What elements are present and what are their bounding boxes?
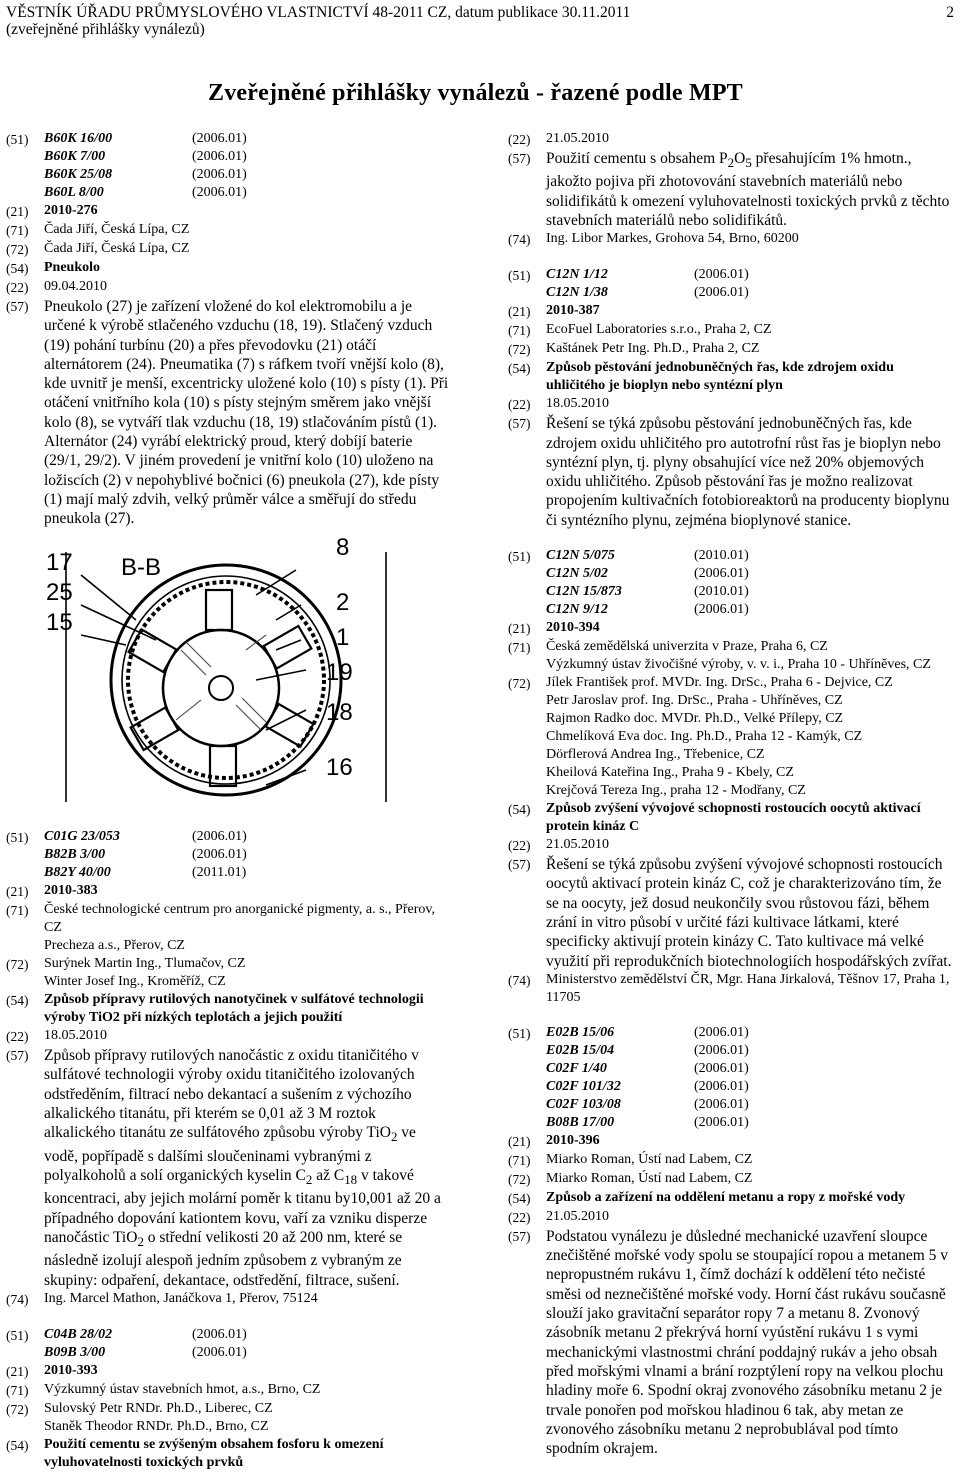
code-72: (72) <box>508 676 531 692</box>
applicant: Výzkumný ústav živočišné výroby, v. v. i., Praha 10 - Uhříněves, CZ <box>546 657 931 673</box>
inventor: Sulovský Petr RNDr. Ph.D., Liberec, CZ <box>44 1400 273 1416</box>
code-54: (54) <box>6 993 29 1008</box>
left-column <box>6 130 451 529</box>
application-number: 2010-394 <box>546 620 600 636</box>
code-54: (54) <box>6 1437 29 1453</box>
code-71: (71) <box>508 323 531 339</box>
ipc-class: B82B 3/00 <box>44 847 106 862</box>
abstract: Pneukolo (27) je zařízení vložené do kol elektromobilu a je určené k výrobě stlačeného vzduchu (18, 19). Stlačený vzduch (19) pohání turbínu (20) a přes převodovku (21) otáčí alternátorem (24). Pneumatika (7) s ráfkem tvoří vnější kolo (8), kde uvnitř je menší, excentricky uložené kolo (10) s písty (1). Při otáčení vnitřního kola (10) s písty stejným směrem jako vnější kolo (8), se vytváří tlak vzduchu (18, 19) stlačováním pístů (1). Alternátor (24) vyrábí elektrický proud, který dobíjí baterie (29/1, 29/2). V jiném provedení je vnitřní kolo (10) uloženo na ložiscích (2) v nepohyblivé bočnici (6) pneukola (27), kde písty (1) mají malý zdvih, velký průměr válce a směřují do středu pneukola (27). <box>44 298 449 528</box>
ipc-class: C12N 1/38 <box>546 285 608 301</box>
entry-2010-383 <box>6 828 451 1309</box>
inventor: Winter Josef Ing., Kroměříž, CZ <box>44 974 226 989</box>
filing-date: 21.05.2010 <box>546 131 609 146</box>
applicant: České technologické centrum pro anorganické pigmenty, a. s., Přerov, CZ <box>44 902 435 935</box>
ipc-version: (2006.01) <box>694 1060 749 1076</box>
invention-title: Pneukolo <box>44 260 101 275</box>
code-72: (72) <box>6 242 29 257</box>
code-72: (72) <box>508 1171 531 1187</box>
filing-date: 21.05.2010 <box>546 1208 609 1224</box>
ipc-version: (2006.01) <box>192 149 247 164</box>
fig-label-2: 2 <box>336 589 350 616</box>
code-71: (71) <box>6 1382 29 1398</box>
attorney: Ing. Marcel Mathon, Janáčkova 1, Přerov, 75124 <box>44 1290 318 1306</box>
abstract-part: až C <box>312 1166 345 1184</box>
abstract: Řešení se týká způsobu zvýšení vývojové schopnosti rostoucích oocytů aktivací protein kináz C, což je charakterizováno tím, že se na oocyty, jež dosud neukončily svou růstovou fázi, během zrání in vitro působí v určité fázi kultivace látkami, které specificky aktivují protein kinázy C. Tato kultivace má velké využití při reprodukčních biotechnologiích hospodářských zvířat. <box>546 856 952 970</box>
code-22: (22) <box>6 280 29 295</box>
application-number: 2010-387 <box>546 303 600 319</box>
code-21: (21) <box>508 304 531 320</box>
ipc-class: C12N 5/075 <box>546 548 615 564</box>
invention-title: Způsob zvýšení vývojové schopnosti rostoucích oocytů aktivací protein kináz C <box>546 801 921 835</box>
code-21: (21) <box>6 884 29 899</box>
code-21: (21) <box>6 204 29 219</box>
abstract-part: o střední velikosti 20 až 200 nm, které se následně izolují alespoň jedním způsobem z vybraným ze skupiny: odpaření, dekantace, odstředění, filtrace, sušení. <box>44 1228 403 1289</box>
ipc-version: (2006.01) <box>694 1042 749 1058</box>
subscript: 2 <box>390 1129 398 1145</box>
fig-label-17: 17 <box>46 549 73 576</box>
ipc-version: (2006.01) <box>192 1326 247 1342</box>
application-number: 2010-276 <box>44 203 98 218</box>
ipc-class: B60K 7/00 <box>44 149 106 164</box>
applicant: Miarko Roman, Ústí nad Labem, CZ <box>546 1151 753 1167</box>
code-74: (74) <box>6 1291 29 1307</box>
applicant: Precheza a.s., Přerov, CZ <box>44 938 185 953</box>
abstract-part: Způsob přípravy rutilových nanočástic z oxidu titaničitého v sulfátové technologii výroby oxidu titaničitého izolovaných odstředěním, filtrací nebo dekantací a sušením z výchozího alkalického titanátu, při kterém se 0,01 až 3 M roztok alkalického titanátu ze sulfátového způsobu výroby TiO <box>44 1047 419 1142</box>
fig-label-1: 1 <box>336 624 350 651</box>
inventor: Dörflerová Andrea Ing., Třebenice, CZ <box>546 747 765 763</box>
entry-2010-276 <box>6 130 451 529</box>
bulletin-title: VĚSTNÍK ÚŘADU PRŮMYSLOVÉHO VLASTNICTVÍ 48-2011 CZ, datum publikace 30.11.2011 <box>6 4 631 21</box>
application-number: 2010-383 <box>44 883 98 898</box>
ipc-class: C04B 28/02 <box>44 1326 113 1342</box>
code-57: (57) <box>508 416 531 432</box>
ipc-class: E02B 15/06 <box>546 1024 615 1040</box>
fig-label-25: 25 <box>46 579 73 606</box>
invention-title: Použití cementu se zvýšeným obsahem fosforu k omezení vyluhovatelnosti toxických prvků <box>44 1436 384 1470</box>
ipc-version: (2006.01) <box>192 829 247 844</box>
fig-label-15: 15 <box>46 609 73 636</box>
inventor: Krejčová Tereza Ing., praha 12 - Modřany, CZ <box>546 783 806 799</box>
code-21: (21) <box>508 1133 531 1149</box>
code-72: (72) <box>508 342 531 358</box>
ipc-class: C02F 101/32 <box>546 1078 621 1094</box>
entry-2010-387 <box>508 266 954 530</box>
fig-label-16: 16 <box>326 754 353 781</box>
inventor: Miarko Roman, Ústí nad Labem, CZ <box>546 1170 753 1186</box>
ipc-version: (2011.01) <box>192 865 247 880</box>
filing-date: 09.04.2010 <box>44 279 107 294</box>
ipc-version: (2010.01) <box>694 584 749 600</box>
code-57: (57) <box>508 1228 531 1244</box>
application-number: 2010-393 <box>44 1362 98 1378</box>
applicant: Česká zemědělská univerzita v Praze, Praha 6, CZ <box>546 639 828 655</box>
code-51: (51) <box>6 1327 29 1343</box>
attorney: Ministerstvo zemědělství ČR, Mgr. Hana Jirkalová, Těšnov 17, Praha 1, 11705 <box>546 971 950 1005</box>
applicant: Výzkumný ústav stavebních hmot, a.s., Brno, CZ <box>44 1381 321 1397</box>
code-54: (54) <box>6 261 29 276</box>
filing-date: 18.05.2010 <box>546 396 609 412</box>
ipc-class: B09B 3/00 <box>44 1344 106 1360</box>
ipc-version: (2006.01) <box>694 1114 749 1130</box>
code-22: (22) <box>508 397 531 413</box>
code-21: (21) <box>6 1363 29 1379</box>
code-57: (57) <box>6 1048 29 1063</box>
inventor: Jílek František prof. MVDr. Ing. DrSc., Praha 6 - Dejvice, CZ <box>546 675 893 691</box>
section-label: B-B <box>121 554 162 581</box>
inventor: Čada Jiří, Česká Lípa, CZ <box>44 241 190 256</box>
inventor: Rajmon Radko doc. MVDr. Ph.D., Velké Přílepy, CZ <box>546 711 844 727</box>
ipc-version: (2006.01) <box>694 1096 749 1112</box>
code-57: (57) <box>508 857 531 873</box>
code-22: (22) <box>6 1029 29 1044</box>
code-51: (51) <box>6 132 29 147</box>
abstract-part: přesahujícím 1% hmotn., jakožto pojiva při zhotovování stavebních materiálů nebo solidifikátů k omezení vyluhovatelnosti toxických prvků z těchto stavebních materiálů nebo solidifikátů. <box>546 150 950 229</box>
abstract-part: Použití cementu s obsahem P <box>546 150 728 167</box>
entry-2010-394 <box>508 547 954 1007</box>
ipc-class: C02F 103/08 <box>546 1096 621 1112</box>
abstract: Řešení se týká způsobu pěstování jednobuněčných řas, kde zdrojem oxidu uhličitého pro autotrofní růst řas je bioplyn nebo syntézní plyn, tj. plyny obsahující více než 20% objemových oxidu uhličitého. Způsob pěstování řas je možno realizovat propojením kultivačních fotobioreaktorů na producenty bioplynu či syntézního plynu, zejména bioplynové stanice. <box>546 415 950 529</box>
right-column <box>508 130 954 1458</box>
code-21: (21) <box>508 621 531 637</box>
ipc-version: (2006.01) <box>694 267 749 283</box>
inventor: Surýnek Martin Ing., Tlumačov, CZ <box>44 956 246 971</box>
abstract-part: v takové koncentraci, aby jejich molární poměr k titanu by10,001 až 20 a případného dopování kationtem kovu, vaří za vzniku disperze nanočástic TiO <box>44 1166 441 1246</box>
code-51: (51) <box>508 268 531 284</box>
code-74: (74) <box>508 972 531 988</box>
applicant: EcoFuel Laboratories s.r.o., Praha 2, CZ <box>546 322 772 338</box>
code-71: (71) <box>6 223 29 238</box>
code-71: (71) <box>6 903 29 918</box>
code-57: (57) <box>508 151 531 166</box>
abstract <box>546 149 954 230</box>
code-71: (71) <box>508 640 531 656</box>
code-72: (72) <box>6 957 29 972</box>
inventor: Kaštánek Petr Ing. Ph.D., Praha 2, CZ <box>546 341 760 357</box>
ipc-class: B60K 16/00 <box>44 131 113 146</box>
ipc-class: C01G 23/053 <box>44 829 120 844</box>
patent-drawing <box>6 530 396 810</box>
bulletin-subtitle: (zveřejněné přihlášky vynálezů) <box>6 21 205 38</box>
code-54: (54) <box>508 1190 531 1206</box>
ipc-class: C12N 15/873 <box>546 584 622 600</box>
ipc-version: (2006.01) <box>694 566 749 582</box>
ipc-version: (2006.01) <box>694 1078 749 1094</box>
entry-2010-396 <box>508 1024 954 1459</box>
ipc-class: C02F 1/40 <box>546 1060 607 1076</box>
attorney: Ing. Libor Markes, Grohova 54, Brno, 60200 <box>546 231 799 247</box>
ipc-class: B60K 25/08 <box>44 167 113 182</box>
code-51: (51) <box>508 549 531 565</box>
ipc-class: C12N 1/12 <box>546 267 608 283</box>
entry-2010-393-cont <box>508 130 954 249</box>
ipc-class: B82Y 40/00 <box>44 865 111 880</box>
code-22: (22) <box>508 132 531 147</box>
code-74: (74) <box>508 232 531 248</box>
ipc-class: B60L 8/00 <box>44 185 104 200</box>
abstract <box>44 1046 451 1290</box>
filing-date: 21.05.2010 <box>546 837 609 853</box>
fig-label-19: 19 <box>326 659 353 686</box>
inventor: Chmelíková Eva doc. Ing. Ph.D., Praha 12 - Kamýk, CZ <box>546 729 863 745</box>
ipc-class: B08B 17/00 <box>546 1114 615 1130</box>
invention-title: Způsob přípravy rutilových nanotyčinek v sulfátové technologii výroby TiO2 při nízkých teplotách a jejich použití <box>44 992 424 1025</box>
applicant: Čada Jiří, Česká Lípa, CZ <box>44 222 190 237</box>
ipc-version: (2006.01) <box>192 185 247 200</box>
abstract-part: O <box>734 150 746 167</box>
fig-label-18: 18 <box>326 699 353 726</box>
left-column-lower <box>6 828 451 1472</box>
subscript: 18 <box>344 1171 358 1187</box>
section-title: Zveřejněné přihlášky vynálezů - řazené podle MPT <box>208 80 743 106</box>
subscript: 2 <box>305 1171 313 1187</box>
abstract: Podstatou vynálezu je důsledné mechanické uzavření sloupce znečištěné mořské vody spolu se stoupající ropou a metanem 5 v nepropustném rukávu 1, čímž dochází k oddělení této nečisté směsi od neznečištěné mořské vody. Horní část rukávu současně slouží jako gravitační separátor ropy 7 a metanu 8. Zvonový zásobník metanu 2 překrývá horní vyústění rukávu 1 s vymi mechanickými vlastnostmi chrání poddajný rukáv a jeho obsah před mořskými vlnami a brání rozptýlení ropy na velkou plochu hladiny moře 6. Spodní okraj zvonového zásobníku metanu 2 je trvale ponořen pod mořskou hladinou 6 tak, aby metan ze zvonového zásobníku metanu 2 neprobublával pod tímto spodním okrajem. <box>546 1227 949 1458</box>
code-54: (54) <box>508 802 531 818</box>
code-54: (54) <box>508 361 531 377</box>
ipc-version: (2006.01) <box>694 285 749 301</box>
application-number: 2010-396 <box>546 1132 600 1148</box>
ipc-class: C12N 5/02 <box>546 566 608 582</box>
bulletin-header <box>6 4 630 38</box>
subscript: 5 <box>745 155 752 171</box>
code-51: (51) <box>508 1025 531 1041</box>
abstract-part: ve vodě, popřípadě s dalšími sloučeninami vybranými z polyalkoholů a solí organických kyselin C <box>44 1124 416 1184</box>
ipc-version: (2006.01) <box>192 1344 247 1360</box>
code-57: (57) <box>6 299 29 314</box>
entry-2010-393 <box>6 1326 451 1472</box>
inventor: Kheilová Kateřina Ing., Praha 9 - Kbely, CZ <box>546 765 794 781</box>
code-22: (22) <box>508 1209 531 1225</box>
inventor: Petr Jaroslav prof. Ing. DrSc., Praha - Uhříněves, CZ <box>546 693 843 709</box>
subscript: 2 <box>137 1233 144 1249</box>
inventor: Staněk Theodor RNDr. Ph.D., Brno, CZ <box>44 1418 269 1434</box>
ipc-version: (2006.01) <box>192 131 247 146</box>
code-22: (22) <box>508 838 531 854</box>
code-51: (51) <box>6 830 29 845</box>
invention-title: Způsob pěstování jednobuněčných řas, kde zdrojem oxidu uhličitého je bioplyn nebo syntézní plyn <box>546 360 894 394</box>
fig-label-8: 8 <box>336 534 350 561</box>
filing-date: 18.05.2010 <box>44 1028 107 1043</box>
subscript: 2 <box>727 155 735 171</box>
ipc-class: C12N 9/12 <box>546 602 608 618</box>
ipc-version: (2006.01) <box>192 167 247 182</box>
ipc-class: E02B 15/04 <box>546 1042 615 1058</box>
page-number: 2 <box>946 4 954 21</box>
ipc-version: (2006.01) <box>192 847 247 862</box>
code-72: (72) <box>6 1401 29 1417</box>
invention-title: Způsob a zařízení na oddělení metanu a ropy z mořské vody <box>546 1189 906 1205</box>
ipc-version: (2006.01) <box>694 1024 749 1040</box>
code-71: (71) <box>508 1152 531 1168</box>
ipc-version: (2006.01) <box>694 602 749 618</box>
ipc-version: (2010.01) <box>694 548 749 564</box>
